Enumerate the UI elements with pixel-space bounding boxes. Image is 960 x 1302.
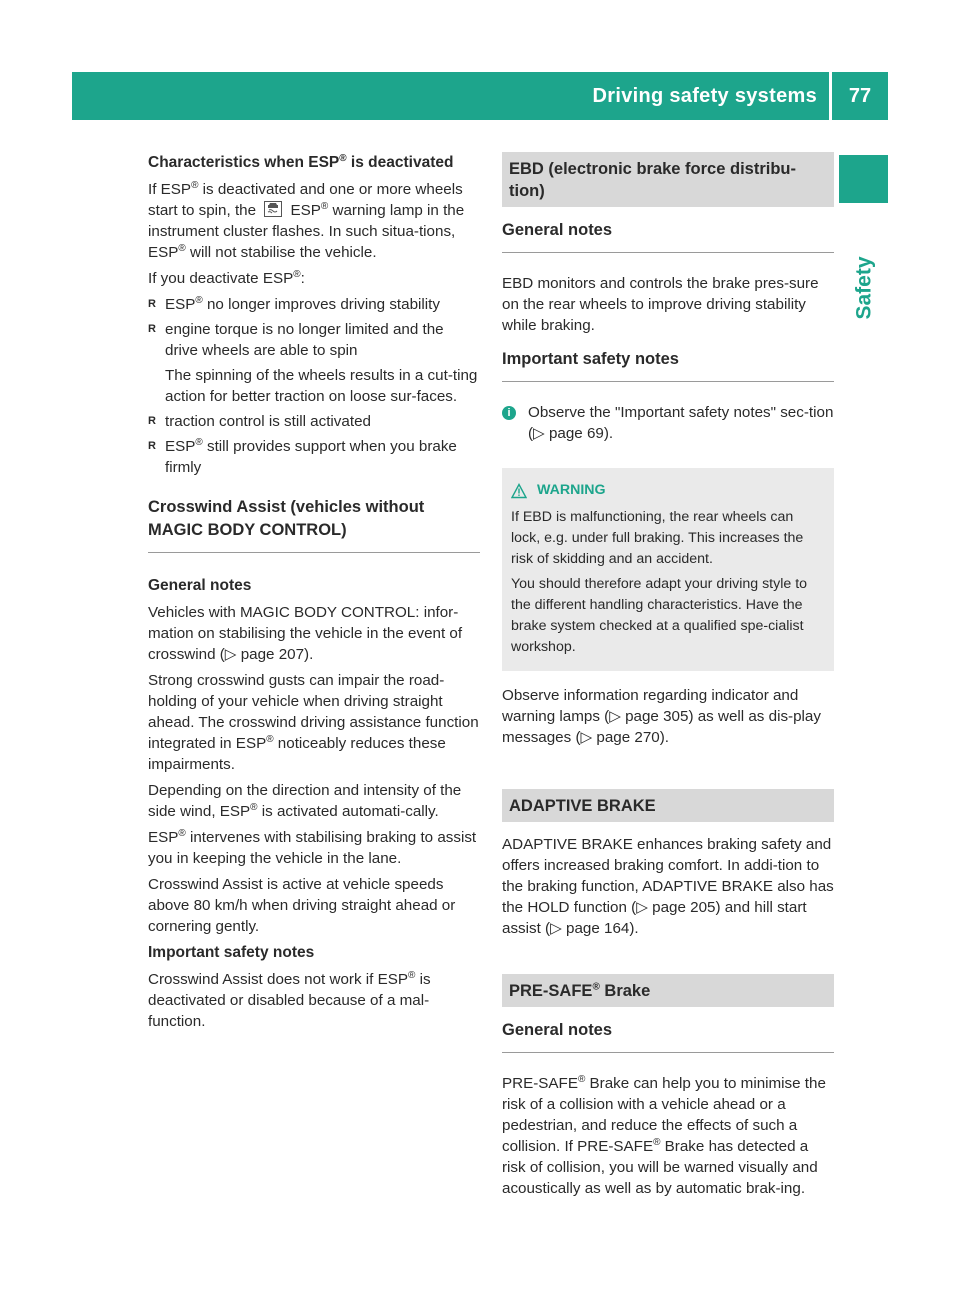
warning-triangle-icon	[511, 483, 527, 499]
left-column	[148, 152, 480, 1037]
heading-ebd-general-notes: General notes	[502, 219, 834, 253]
spacer	[502, 753, 834, 789]
adaptive-brake-paragraph: ADAPTIVE BRAKE enhances braking safety and offers increased braking comfort. In addi-tion to the braking function, ADAPTIVE BRAKE also has the HOLD function (▷ page 205) and hill start assist (▷ page 164).	[502, 836, 834, 937]
spacer	[502, 944, 834, 974]
warning-box	[502, 468, 834, 671]
list-item: R ESP® still provides support when you brake firmly	[148, 436, 457, 476]
crosswind-paragraph-4: ESP® intervenes with stabilising braking to assist you in keeping the vehicle in the lane.	[148, 827, 477, 867]
esp-paragraph-1: If ESP® is deactivated and one or more wheels start to spin, the ESP® warning lamp in the instrument cluster flashes. In such situa-tions, ESP® will not stabilise the vehicle.	[148, 179, 465, 261]
side-label-text: Safety	[853, 256, 876, 320]
crosswind-paragraph-2: Strong crosswind gusts can impair the road-holding of your vehicle when driving straight ahead. The crosswind driving assistance function integrated in ESP® noticeably reduces these impairments.	[148, 672, 479, 773]
crosswind-paragraph-3: Depending on the direction and intensity of the side wind, ESP® is activated automati-cally.	[148, 782, 462, 820]
header-bar	[72, 72, 888, 120]
right-column	[502, 152, 834, 1204]
chapter-tab	[839, 155, 888, 203]
heading-general-notes: General notes	[148, 577, 252, 594]
esp-warning-lamp-icon	[264, 201, 282, 217]
warning-label: WARNING	[537, 482, 606, 498]
crosswind-paragraph-6: Crosswind Assist does not work if ESP® is deactivated or disabled because of a mal-function.	[148, 969, 431, 1030]
info-note-text: Observe the "Important safety notes" sec-tion (▷ page 69).	[528, 404, 834, 442]
warning-header	[511, 480, 825, 501]
bullet-continuation: The spinning of the wheels results in a cut-ting action for better traction on loose sur-faces.	[165, 367, 478, 405]
warning-paragraph-1: If EBD is malfunctioning, the rear wheels can lock, e.g. under full braking. This increases the risk of skidding and an accident.	[511, 509, 804, 567]
crosswind-paragraph-1: Vehicles with MAGIC BODY CONTROL: infor-mation on stabilising the vehicle in the event of crosswind (▷ page 207).	[148, 604, 463, 663]
info-note	[502, 402, 834, 444]
warning-paragraph-2: You should therefore adapt your driving style to the different handling characteristics. Have the brake system checked at a qualified spe-cialist workshop.	[511, 576, 808, 655]
heading-esp-deactivated: Characteristics when ESP® is deactivated	[148, 152, 454, 171]
page-number: 77	[848, 84, 872, 107]
esp-bullet-list	[148, 294, 480, 478]
pre-safe-paragraph: PRE-SAFE® Brake can help you to minimise the risk of a collision with a vehicle ahead or a pedestrian, and reduce the effects of such a collision. If PRE-SAFE® Brake has detected a risk of collision, you will be warned visually and acoustically as well as by automatic brak-ing.	[502, 1073, 826, 1197]
section-title: Driving safety systems	[592, 84, 817, 107]
info-icon: i	[502, 406, 516, 420]
heading-ebd: EBD (electronic brake force distribu-tion)	[502, 152, 834, 207]
heading-crosswind-assist: Crosswind Assist (vehicles without MAGIC BODY CONTROL)	[148, 496, 480, 553]
list-item: R traction control is still activated	[148, 413, 371, 430]
heading-pre-safe-general-notes: General notes	[502, 1019, 834, 1053]
list-item: R ESP® no longer improves driving stability	[148, 294, 440, 313]
list-item: R engine torque is no longer limited and the drive wheels are able to spin The spinning of the wheels results in a cut-ting action for better traction on loose sur-faces.	[148, 319, 480, 407]
heading-important-safety-notes: Important safety notes	[148, 944, 315, 961]
heading-ebd-safety-notes: Important safety notes	[502, 348, 834, 382]
ebd-paragraph-2: Observe information regarding indicator and warning lamps (▷ page 305) as well as dis-play messages (▷ page 270).	[502, 687, 821, 746]
heading-pre-safe-brake: PRE-SAFE® Brake	[502, 974, 834, 1007]
esp-paragraph-2: If you deactivate ESP®:	[148, 268, 305, 287]
heading-adaptive-brake: ADAPTIVE BRAKE	[502, 789, 834, 822]
crosswind-paragraph-5: Crosswind Assist is active at vehicle speeds above 80 km/h when driving straight ahead or cornering gently.	[148, 876, 456, 935]
ebd-paragraph-1: EBD monitors and controls the brake pres-sure on the rear wheels to improve driving stability while braking.	[502, 275, 819, 334]
